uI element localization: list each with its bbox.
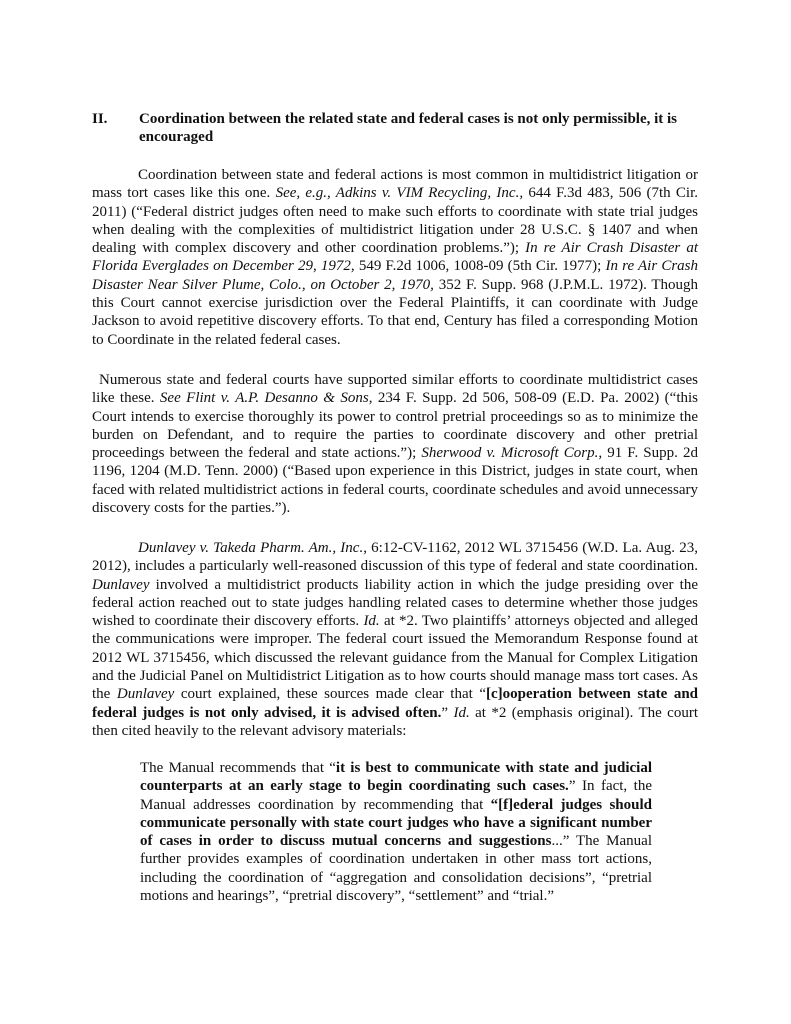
p3-id-cite: Id. (453, 704, 470, 721)
block-quote (140, 759, 652, 905)
p2-text: , 234 F. Supp. 2d 506, 508-09 (E.D. Pa. 2002) (“this Court intends to exercise thoroughly its power to control pretrial proceedings so as to minimize the burden on Defendant, and to require the parties to coordinate discovery and other pretrial proceedings between the federal and state actions.”); (92, 390, 698, 462)
p3-text: , 6:12-CV-1162, 2012 WL 3715456 (W.D. La. Aug. 23, 2012), includes a particularly well-reasoned discussion of this type of federal and state coordination. (92, 540, 698, 575)
quote-text: ...” The Manual further provides examples of coordination undertaken in other mass tort actions, including the coordination of “aggregation and consolidation decisions”, “pretrial motions and hearings”, “pretrial discovery”, “settlement” and “trial.” (140, 833, 652, 905)
p3-citation-dunlavey: Dunlavey v. Takeda Pharm. Am., Inc. (138, 540, 364, 556)
p1-citation-silver-plume: In re Air Crash Disaster Near Silver Plume, Colo., on October 2, 1970, (92, 258, 698, 293)
p3-id-cite: Id. (363, 613, 380, 630)
quote-text: ” In fact, the Manual addresses coordination by recommending that (140, 778, 652, 813)
p1-citation-everglades: In re Air Crash Disaster at Florida Everglades on December 29, 1972, (92, 240, 698, 275)
section-heading (92, 110, 702, 147)
quote-emphasis: “[f]ederal judges should communicate personally with state court judges who have a significant number of cases in order to discuss mutual concerns and suggestions (140, 796, 652, 850)
paragraph-supporting-courts (92, 371, 698, 517)
p1-text: Coordination between state and federal actions is most common in multidistrict litigation or mass tort cases like this one. (92, 167, 698, 202)
p3-case-name: Dunlavey (116, 686, 175, 703)
p2-text: Numerous state and federal courts have supported similar efforts to coordinate multidistrict cases like these. (92, 372, 698, 407)
p1-text: 352 F. Supp. 968 (J.P.M.L. 1972). Though this Court cannot exercise jurisdiction over the Federal Plaintiffs, it can coordinate with Judge Jackson to avoid repetitive discovery efforts. To that end, Century has filed a corresponding Motion to Coordinate in the related federal cases. (92, 276, 698, 348)
section-number: II. (92, 111, 108, 127)
p1-citation-adkins: See, e.g., Adkins v. VIM Recycling, Inc., (275, 185, 524, 202)
p3-text: at *2 (emphasis original). The court then cited heavily to the relevant advisory materials: (92, 704, 698, 739)
p2-citation-flint: See Flint v. A.P. Desanno & Sons (159, 390, 369, 407)
p2-text: 91 F. Supp. 2d 1196, 1204 (M.D. Tenn. 2000) (“Based upon experience in this District, judges in state court, when faced with related multidistrict actions in federal courts, coordinate schedules and avoid unnecessary discovery costs for the parties.”). (92, 445, 699, 517)
p2-citation-sherwood: Sherwood v. Microsoft Corp., (421, 445, 603, 462)
section-title: Coordination between the related state and federal cases is not only permissible, it is encouraged (139, 111, 678, 146)
p3-text: court explained, these sources made clear that “ (174, 686, 486, 703)
p1-text: 549 F.2d 1006, 1008-09 (5th Cir. 1977); (354, 258, 606, 275)
p3-text: involved a multidistrict products liability action in which the judge presiding over the federal action reached out to state judges handling related cases to determine whether those judges wished to coordinate their discovery efforts. (92, 576, 698, 630)
paragraph-coordination (92, 166, 698, 349)
p1-text: 644 F.3d 483, 506 (7th Cir. 2011) (“Federal district judges often need to make such efforts to coordinate with state trial judges when dealing with the complexities of multidistrict litigation under 28 U.S.C. § 1407 and when dealing with complex discovery and other coordination problems.”); (92, 185, 698, 257)
paragraph-dunlavey (92, 539, 698, 740)
quote-text: The Manual recommends that “ (140, 760, 336, 776)
p3-text: at *2. Two plaintiffs’ attorneys objected and alleged the communications were improper. The federal court issued the Memorandum Response found at 2012 WL 3715456, which discussed the relevant guidance from the Manual for Complex Litigation and the Judicial Panel on Multidistrict Litigation as to how courts should manage mass tort cases. As the (92, 613, 698, 703)
p3-case-name: Dunlavey (92, 576, 150, 593)
p3-text: ” (441, 704, 454, 721)
p3-emphasis: [c]ooperation between state and federal judges is not only advised, it is advised often. (92, 686, 699, 721)
quote-emphasis: it is best to communicate with state and judicial counterparts at an early stage to begin coordinating such cases. (140, 760, 652, 795)
